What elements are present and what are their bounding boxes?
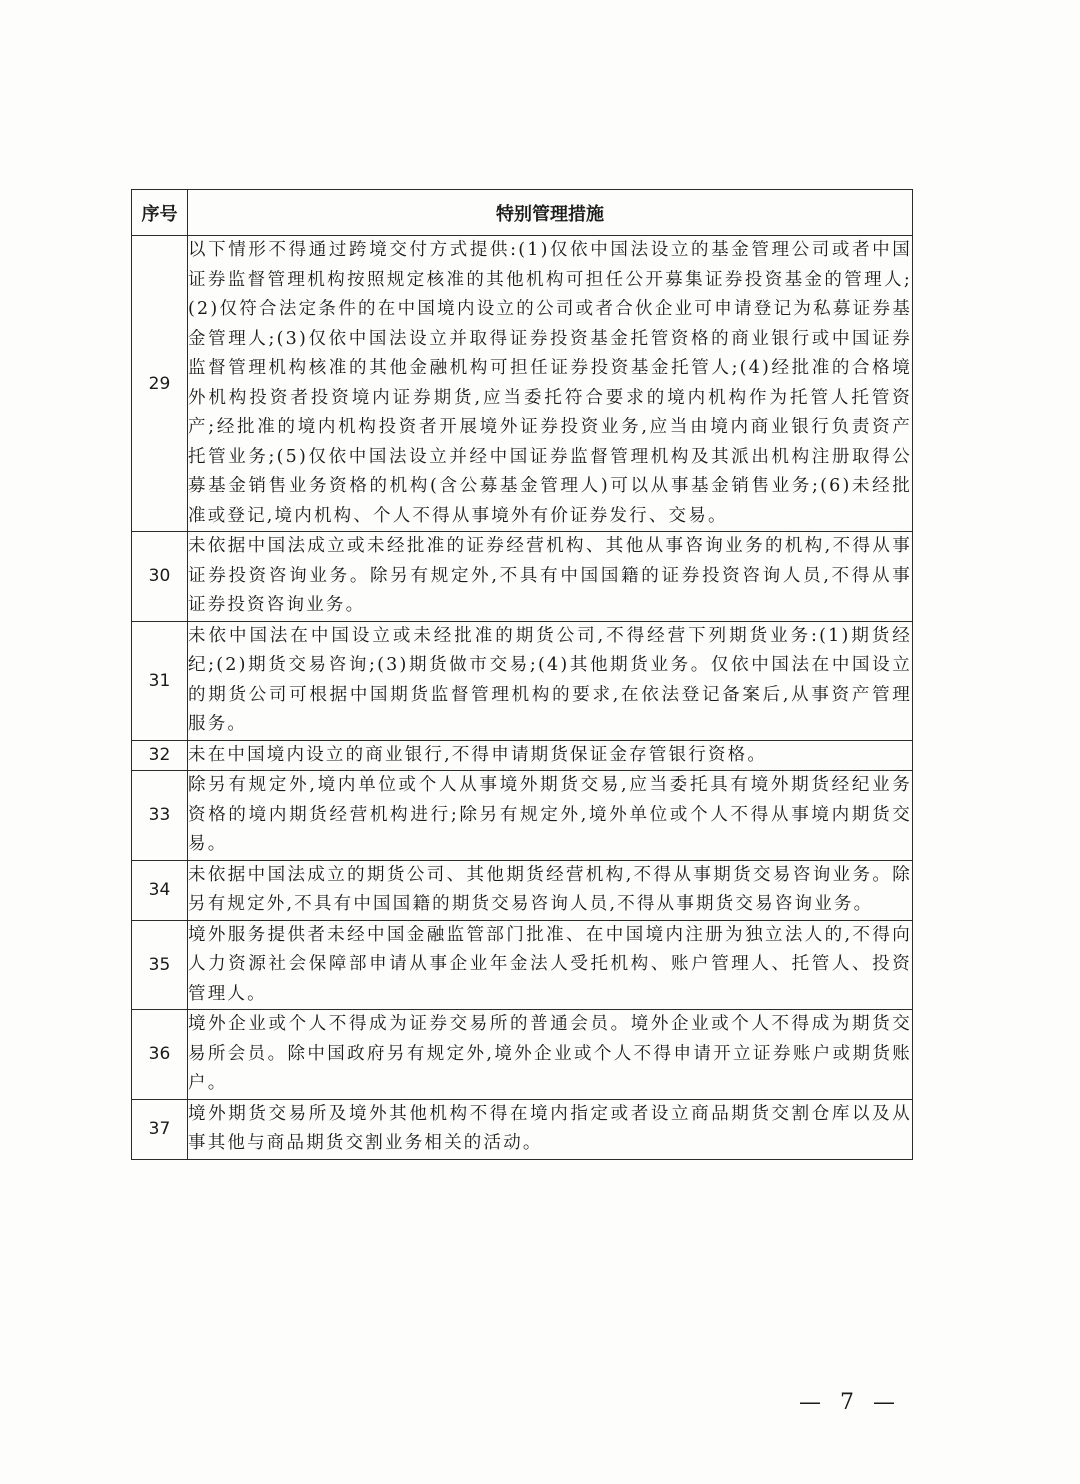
row-number: 35 [132,920,188,1010]
row-text: 境外企业或个人不得成为证券交易所的普通会员。境外企业或个人不得成为期货交易所会员。除中国政府另有规定外,境外企业或个人不得申请开立证券账户或期货账户。 [188,1010,913,1100]
row-number: 37 [132,1099,188,1159]
row-number: 29 [132,236,188,532]
row-text: 除另有规定外,境内单位或个人从事境外期货交易,应当委托具有境外期货经纪业务资格的境内期货经营机构进行;除另有规定外,境外单位或个人不得从事境内期货交易。 [188,771,913,861]
row-text: 境外期货交易所及境外其他机构不得在境内指定或者设立商品期货交割仓库以及从事其他与商品期货交割业务相关的活动。 [188,1099,913,1159]
row-text: 未依据中国法成立的期货公司、其他期货经营机构,不得从事期货交易咨询业务。除另有规定外,不具有中国国籍的期货交易咨询人员,不得从事期货交易咨询业务。 [188,860,913,920]
header-number: 序号 [132,190,188,236]
row-number: 30 [132,532,188,622]
table-row [132,860,913,920]
table-row [132,740,913,771]
table-row [132,621,913,740]
row-text: 未在中国境内设立的商业银行,不得申请期货保证金存管银行资格。 [188,740,913,771]
table-row [132,771,913,861]
table-row [132,1099,913,1159]
header-measures: 特别管理措施 [188,190,913,236]
table-row [132,920,913,1010]
row-number: 31 [132,621,188,740]
row-text: 境外服务提供者未经中国金融监管部门批准、在中国境内注册为独立法人的,不得向人力资源社会保障部申请从事企业年金法人受托机构、账户管理人、托管人、投资管理人。 [188,920,913,1010]
special-measures-table [131,189,913,1160]
table-row [132,532,913,622]
table-header-row [132,190,913,236]
row-number: 32 [132,740,188,771]
row-number: 36 [132,1010,188,1100]
row-number: 33 [132,771,188,861]
row-text: 以下情形不得通过跨境交付方式提供:(1)仅依中国法设立的基金管理公司或者中国证券监督管理机构按照规定核准的其他机构可担任公开募集证券投资基金的管理人;(2)仅符合法定条件的在中国境内设立的公司或者合伙企业可申请登记为私募证券基金管理人;(3)仅依中国法设立并取得证券投资基金托管资格的商业银行或中国证券监督管理机构核准的其他金融机构可担任证券投资基金托管人;(4)经批准的合格境外机构投资者投资境内证券期货,应当委托符合要求的境内机构作为托管人托管资产;经批准的境内机构投资者开展境外证券投资业务,应当由境内商业银行负责资产托管业务;(5)仅依中国法设立并经中国证券监督管理机构及其派出机构注册取得公募基金销售业务资格的机构(含公募基金管理人)可以从事基金销售业务;(6)未经批准或登记,境内机构、个人不得从事境外有价证券发行、交易。 [188,236,913,532]
table-row [132,236,913,532]
table-row [132,1010,913,1100]
row-text: 未依据中国法成立或未经批准的证券经营机构、其他从事咨询业务的机构,不得从事证券投资咨询业务。除另有规定外,不具有中国国籍的证券投资咨询人员,不得从事证券投资咨询业务。 [188,532,913,622]
page-number: — 7 — [799,1390,901,1415]
row-text: 未依中国法在中国设立或未经批准的期货公司,不得经营下列期货业务:(1)期货经纪;(2)期货交易咨询;(3)期货做市交易;(4)其他期货业务。仅依中国法在中国设立的期货公司可根据中国期货监督管理机构的要求,在依法登记备案后,从事资产管理服务。 [188,621,913,740]
row-number: 34 [132,860,188,920]
